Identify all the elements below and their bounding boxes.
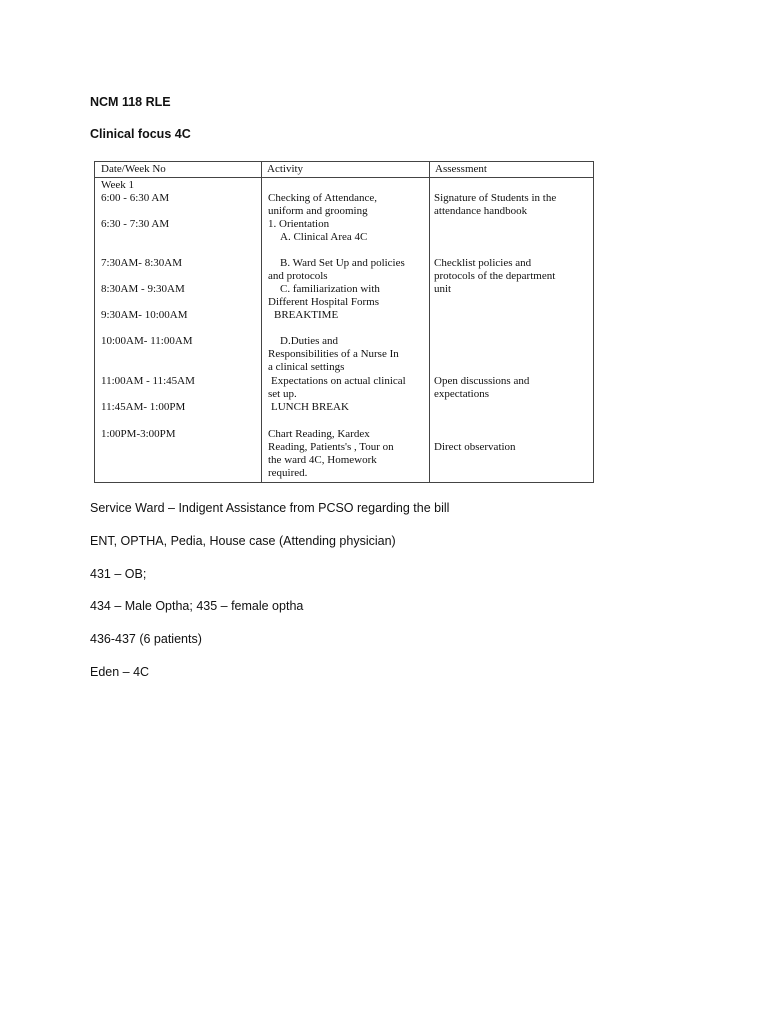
activity-line: Different Hospital Forms [268, 296, 380, 308]
activity-line: a clinical settings [268, 361, 345, 373]
activity-line: uniform and grooming [268, 205, 368, 217]
clinical-focus-heading: Clinical focus 4C [90, 127, 191, 141]
table-header-divider [95, 177, 593, 178]
time-slot: 7:30AM- 8:30AM [101, 257, 182, 269]
table-header-assessment: Assessment [435, 163, 487, 175]
note-service-ward: Service Ward – Indigent Assistance from PCSO regarding the bill [90, 501, 450, 515]
time-slot: 1:00PM-3:00PM [101, 428, 176, 440]
assessment-line: expectations [434, 388, 489, 400]
activity-line: Reading, Patients's , Tour on [268, 441, 394, 453]
time-slot: 8:30AM - 9:30AM [101, 283, 185, 295]
activity-line: Responsibilities of a Nurse In [268, 348, 399, 360]
week-label: Week 1 [101, 179, 135, 191]
time-slot: 6:00 - 6:30 AM [101, 192, 170, 204]
activity-line: C. familiarization with [280, 283, 380, 295]
note-eden: Eden – 4C [90, 665, 150, 679]
activity-line: Expectations on actual clinical [271, 375, 406, 387]
activity-line: B. Ward Set Up and policies [280, 257, 405, 269]
time-slot: 9:30AM- 10:00AM [101, 309, 188, 321]
time-slot: 11:00AM - 11:45AM [101, 375, 195, 387]
time-slot: 11:45AM- 1:00PM [101, 401, 186, 413]
table-column-divider [429, 162, 430, 482]
activity-line: set up. [268, 388, 297, 400]
activity-line: LUNCH BREAK [271, 401, 349, 413]
table-header-activity: Activity [267, 163, 304, 175]
assessment-line: protocols of the department [434, 270, 556, 282]
table-column-divider [261, 162, 262, 482]
assessment-line: Signature of Students in the [434, 192, 557, 204]
activity-line: required. [268, 467, 308, 479]
assessment-line: attendance handbook [434, 205, 528, 217]
note-room-436-437: 436-437 (6 patients) [90, 632, 202, 646]
schedule-table [94, 161, 594, 483]
activity-line: 1. Orientation [268, 218, 330, 230]
activity-line: D.Duties and [280, 335, 339, 347]
document-title: NCM 118 RLE [90, 95, 171, 109]
assessment-line: Checklist policies and [434, 257, 532, 269]
note-room-434-435: 434 – Male Optha; 435 – female optha [90, 599, 304, 613]
table-header-date: Date/Week No [101, 163, 166, 175]
activity-line: BREAKTIME [274, 309, 339, 321]
assessment-line: Open discussions and [434, 375, 530, 387]
assessment-line: Direct observation [434, 441, 516, 453]
activity-line: Chart Reading, Kardex [268, 428, 370, 440]
note-room-431: 431 – OB; [90, 567, 147, 581]
time-slot: 6:30 - 7:30 AM [101, 218, 170, 230]
activity-line: the ward 4C, Homework [268, 454, 377, 466]
activity-line: Checking of Attendance, [268, 192, 378, 204]
assessment-line: unit [434, 283, 452, 295]
activity-line: and protocols [268, 270, 328, 282]
activity-line: A. Clinical Area 4C [280, 231, 368, 243]
note-ent-optha: ENT, OPTHA, Pedia, House case (Attending physician) [90, 534, 396, 548]
time-slot: 10:00AM- 11:00AM [101, 335, 193, 347]
